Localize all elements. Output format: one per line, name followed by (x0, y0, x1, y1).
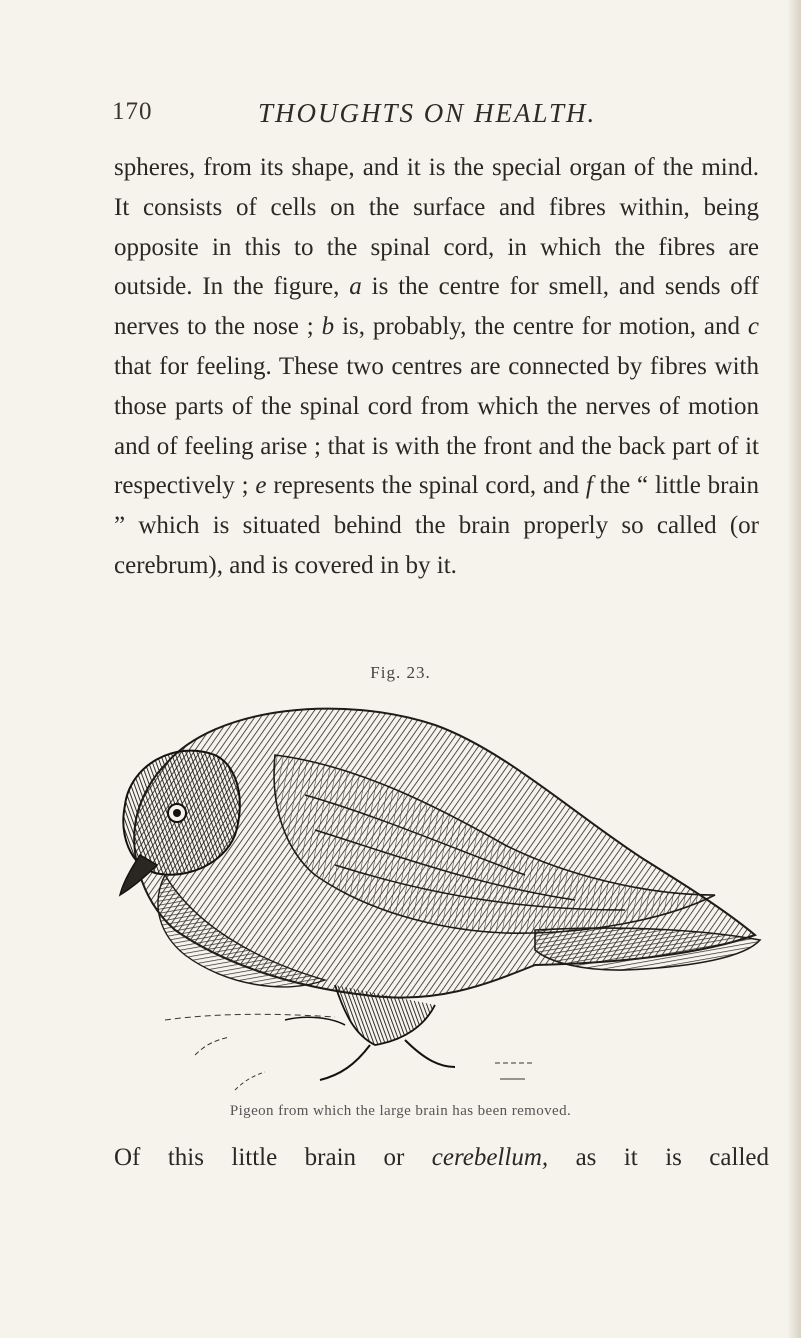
running-title: THOUGHTS ON HEALTH. (258, 98, 597, 128)
figure-letter-e: e (255, 472, 267, 500)
body-paragraph: spheres, from its shape, and it is the special organ of the mind. It consists of cells on the surface and fibres within, being opposite in this to the spinal cord, in which the fibres are outside. In the figure, a is the centre for smell, and sends off nerves to the nose ; b is, probably, the centre for motion, and c that for feeling. These two centres are connected by fibres with those parts of the spinal cord from which the nerves of motion and of feeling arise ; that is with the front and the back part of it respectively ; e represents the spinal cord, and f the “ little brain ” which is situated behind the brain properly so called (or cerebrum), and is covered in by it. (114, 154, 759, 579)
figure-letter-f: f (585, 472, 593, 500)
cerebellum-term: cerebellum, (431, 1144, 549, 1171)
figure-caption: Pigeon from which the large brain has been removed. (229, 1103, 572, 1119)
figure-label: Fig. 23. (370, 663, 431, 682)
pigeon-illustration (105, 695, 765, 1095)
continuation-line: Of this little brain or cerebellum, as it is called (114, 1144, 769, 1171)
figure-letter-c: c (747, 313, 759, 341)
figure-letter-b: b (321, 313, 335, 341)
running-head (112, 98, 742, 138)
figure-letter-a: a (349, 273, 362, 301)
page-number: 170 (112, 98, 153, 125)
